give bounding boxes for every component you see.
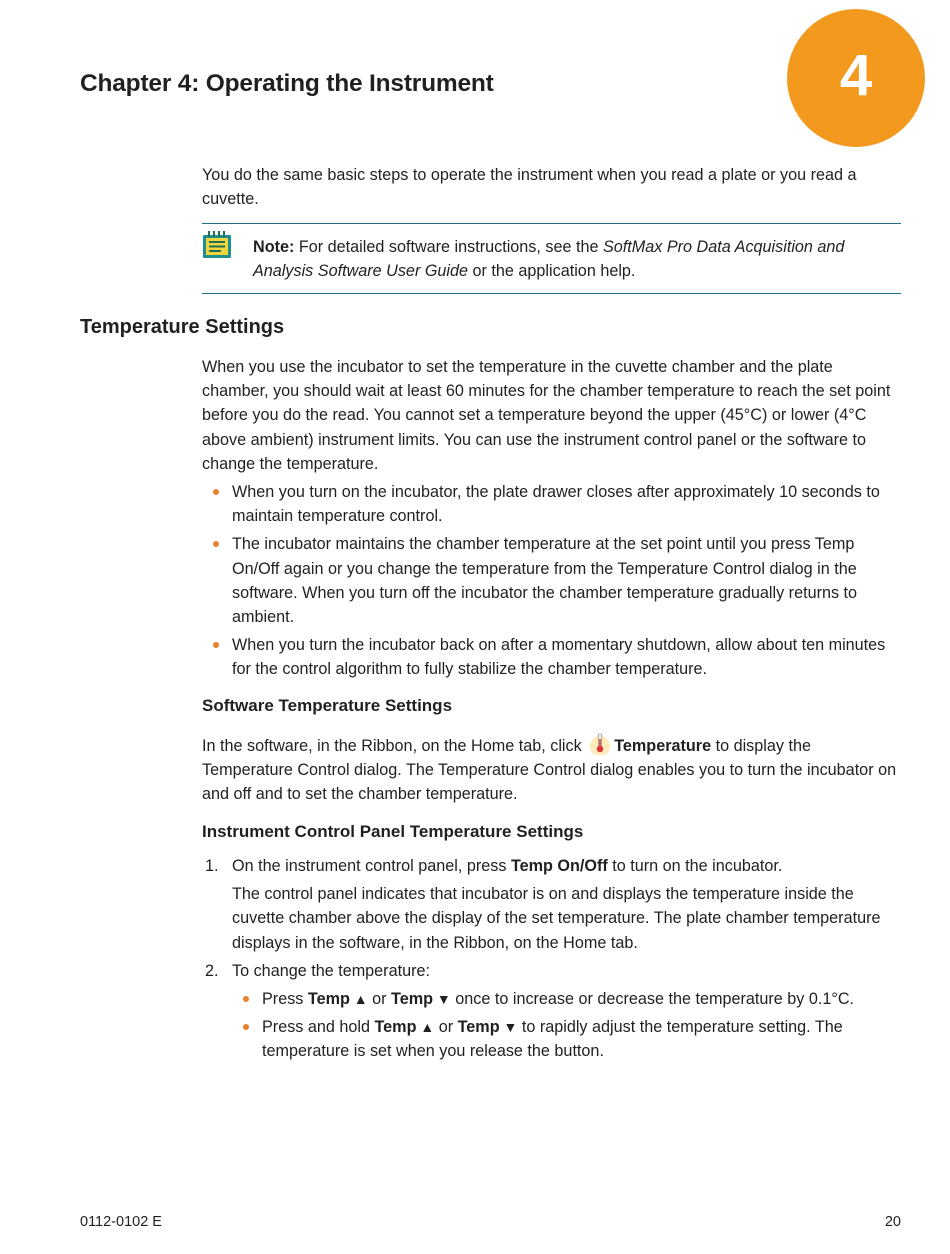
chapter-number: 4	[839, 42, 873, 108]
footer-doc-number: 0112-0102 E	[80, 1214, 162, 1230]
intro-paragraph: You do the same basic steps to operate the instrument when you read a plate or you read a cuvette.	[202, 166, 857, 209]
list-item	[202, 633, 902, 681]
sub-text: to rapidly adjust the temperature setting. The temperature is set when you release the button.	[262, 1018, 843, 1061]
down-triangle-icon: ▼	[499, 1019, 518, 1036]
bullet-text: When you turn on the incubator, the plate drawer closes after approximately 10 seconds to maintain temperature control.	[232, 483, 880, 526]
chapter-title: Chapter 4: Operating the Instrument	[80, 70, 494, 97]
sub-text: once to increase or decrease the temperature by 0.1°C.	[450, 990, 855, 1009]
bullet-dot	[213, 489, 219, 495]
panel-settings-heading: Instrument Control Panel Temperature Settings	[202, 822, 584, 841]
down-triangle-icon: ▼	[433, 991, 451, 1008]
temp-key: Temp	[374, 1018, 417, 1037]
temp-on-off-key: Temp On/Off	[510, 857, 608, 875]
list-item	[202, 854, 902, 955]
note-guide-title: SoftMax Pro Data Acquisition and Analysis Software User Guide	[253, 238, 845, 281]
step-text: to turn on the incubator.	[607, 857, 783, 875]
sub-text: or	[434, 1018, 458, 1037]
notepad-icon	[202, 231, 232, 259]
list-item	[232, 987, 902, 1011]
list-item	[202, 480, 902, 528]
step-number: 1.	[205, 857, 219, 875]
software-text-before: In the software, in the Ribbon, on the Home tab, click	[202, 737, 587, 755]
temp-key: Temp	[457, 1018, 500, 1037]
note-label: Note:	[253, 238, 295, 256]
footer-page-number: 20	[884, 1214, 901, 1230]
step-text: On the instrument control panel, press	[232, 857, 511, 875]
sub-text: Press and hold	[262, 1018, 375, 1037]
up-triangle-icon: ▲	[349, 991, 368, 1008]
note-text	[253, 235, 898, 283]
temperature-bullet-list	[202, 480, 902, 686]
panel-steps-list	[202, 854, 902, 1068]
list-item	[202, 959, 902, 1064]
step-number: 2.	[205, 961, 219, 980]
note-box	[202, 223, 901, 294]
bullet-dot	[243, 1024, 249, 1030]
bullet-text: When you turn the incubator back on after a momentary shutdown, allow about ten minutes for the control algorithm to fully stabilize the chamber temperature.	[232, 636, 886, 679]
bullet-text: The incubator maintains the chamber temperature at the set point until you press Temp On/Off again or you change the temperature from the Temperature Control dialog in the software. When you turn off the incubator the chamber temperature gradually returns to ambient.	[232, 535, 858, 627]
software-settings-paragraph	[202, 733, 902, 807]
sub-text: or	[367, 990, 392, 1009]
up-triangle-icon: ▲	[416, 1019, 435, 1036]
sub-text: Press	[262, 990, 308, 1009]
list-item	[232, 1015, 902, 1063]
chapter-number-badge	[787, 9, 925, 147]
temp-key: Temp	[391, 990, 433, 1009]
temperature-settings-paragraph: When you use the incubator to set the temperature in the cuvette chamber and the plate chamber, you should wait at least 60 minutes for the chamber temperature to reach the set point before you do the read. You cannot set a temperature beyond the upper (45°C) or lower (4°C above ambient) instrument limits. You can use the instrument control panel or the software to change the temperature.	[202, 358, 891, 473]
bullet-dot	[243, 996, 249, 1002]
bullet-dot	[213, 642, 219, 648]
list-item	[202, 532, 902, 629]
bullet-dot	[213, 541, 219, 547]
step-text: To change the temperature:	[232, 961, 430, 980]
note-text-after: or the application help.	[468, 262, 636, 281]
temperature-button-label: Temperature	[614, 737, 712, 755]
temp-key: Temp	[307, 990, 350, 1009]
software-settings-heading: Software Temperature Settings	[202, 696, 453, 715]
step2-sublist	[232, 987, 902, 1064]
temperature-settings-heading: Temperature Settings	[80, 316, 285, 338]
thermometer-icon	[588, 733, 612, 755]
software-text-after: to display the Temperature Control dialog. The Temperature Control dialog enables you to turn the incubator on and off and to set the chamber temperature.	[202, 737, 897, 804]
note-text-before: For detailed software instructions, see the	[294, 238, 603, 256]
step-detail: The control panel indicates that incubator is on and displays the temperature inside the cuvette chamber above the display of the set temperature. The plate chamber temperature displays in the software, in the Ribbon, on the Home tab.	[232, 885, 881, 952]
